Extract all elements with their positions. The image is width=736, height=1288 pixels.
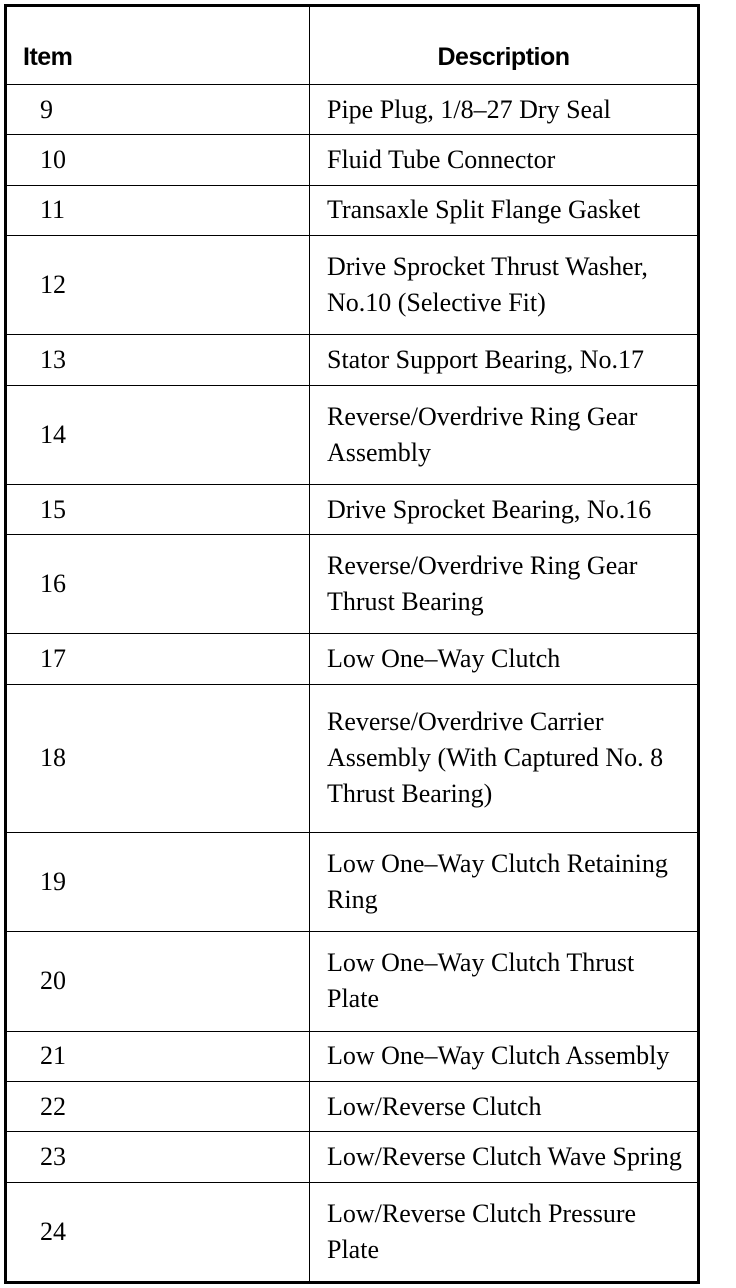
item-description: Low One–Way Clutch Thrust Plate — [310, 932, 698, 1031]
item-description: Fluid Tube Connector — [310, 135, 698, 185]
table-row — [7, 185, 698, 235]
item-number: 24 — [7, 1182, 310, 1281]
table-row — [7, 833, 698, 932]
item-description: Low One–Way Clutch Assembly — [310, 1031, 698, 1081]
item-number: 21 — [7, 1031, 310, 1081]
item-number: 12 — [7, 235, 310, 334]
table-row — [7, 335, 698, 385]
item-number: 18 — [7, 684, 310, 832]
item-number: 16 — [7, 535, 310, 634]
item-number: 10 — [7, 135, 310, 185]
item-description: Reverse/Overdrive Ring Gear Thrust Bearing — [310, 535, 698, 634]
item-number: 14 — [7, 385, 310, 484]
parts-table-container — [4, 4, 700, 1284]
table-row — [7, 684, 698, 832]
item-number: 22 — [7, 1081, 310, 1131]
item-number: 23 — [7, 1132, 310, 1182]
item-number: 11 — [7, 185, 310, 235]
item-number: 9 — [7, 85, 310, 135]
item-description: Low/Reverse Clutch Wave Spring — [310, 1132, 698, 1182]
item-description: Reverse/Overdrive Ring Gear Assembly — [310, 385, 698, 484]
table-row — [7, 634, 698, 684]
item-number: 17 — [7, 634, 310, 684]
item-description: Drive Sprocket Thrust Washer, No.10 (Selective Fit) — [310, 235, 698, 334]
table-row — [7, 1081, 698, 1131]
table-header-row — [7, 7, 698, 85]
table-row — [7, 1182, 698, 1281]
item-description: Reverse/Overdrive Carrier Assembly (With Captured No. 8 Thrust Bearing) — [310, 684, 698, 832]
item-description: Low One–Way Clutch Retaining Ring — [310, 833, 698, 932]
table-row — [7, 85, 698, 135]
table-row — [7, 135, 698, 185]
table-row — [7, 484, 698, 534]
parts-table — [6, 6, 698, 1282]
column-header-description: Description — [310, 7, 698, 85]
table-row — [7, 385, 698, 484]
column-header-item: Item — [7, 7, 310, 85]
item-number: 19 — [7, 833, 310, 932]
item-description: Low/Reverse Clutch — [310, 1081, 698, 1131]
table-row — [7, 1132, 698, 1182]
item-description: Low/Reverse Clutch Pressure Plate — [310, 1182, 698, 1281]
table-row — [7, 1031, 698, 1081]
item-description: Drive Sprocket Bearing, No.16 — [310, 484, 698, 534]
table-row — [7, 235, 698, 334]
item-number: 13 — [7, 335, 310, 385]
item-description: Transaxle Split Flange Gasket — [310, 185, 698, 235]
table-row — [7, 932, 698, 1031]
table-row — [7, 535, 698, 634]
item-description: Pipe Plug, 1/8–27 Dry Seal — [310, 85, 698, 135]
item-number: 20 — [7, 932, 310, 1031]
item-description: Stator Support Bearing, No.17 — [310, 335, 698, 385]
item-description: Low One–Way Clutch — [310, 634, 698, 684]
item-number: 15 — [7, 484, 310, 534]
